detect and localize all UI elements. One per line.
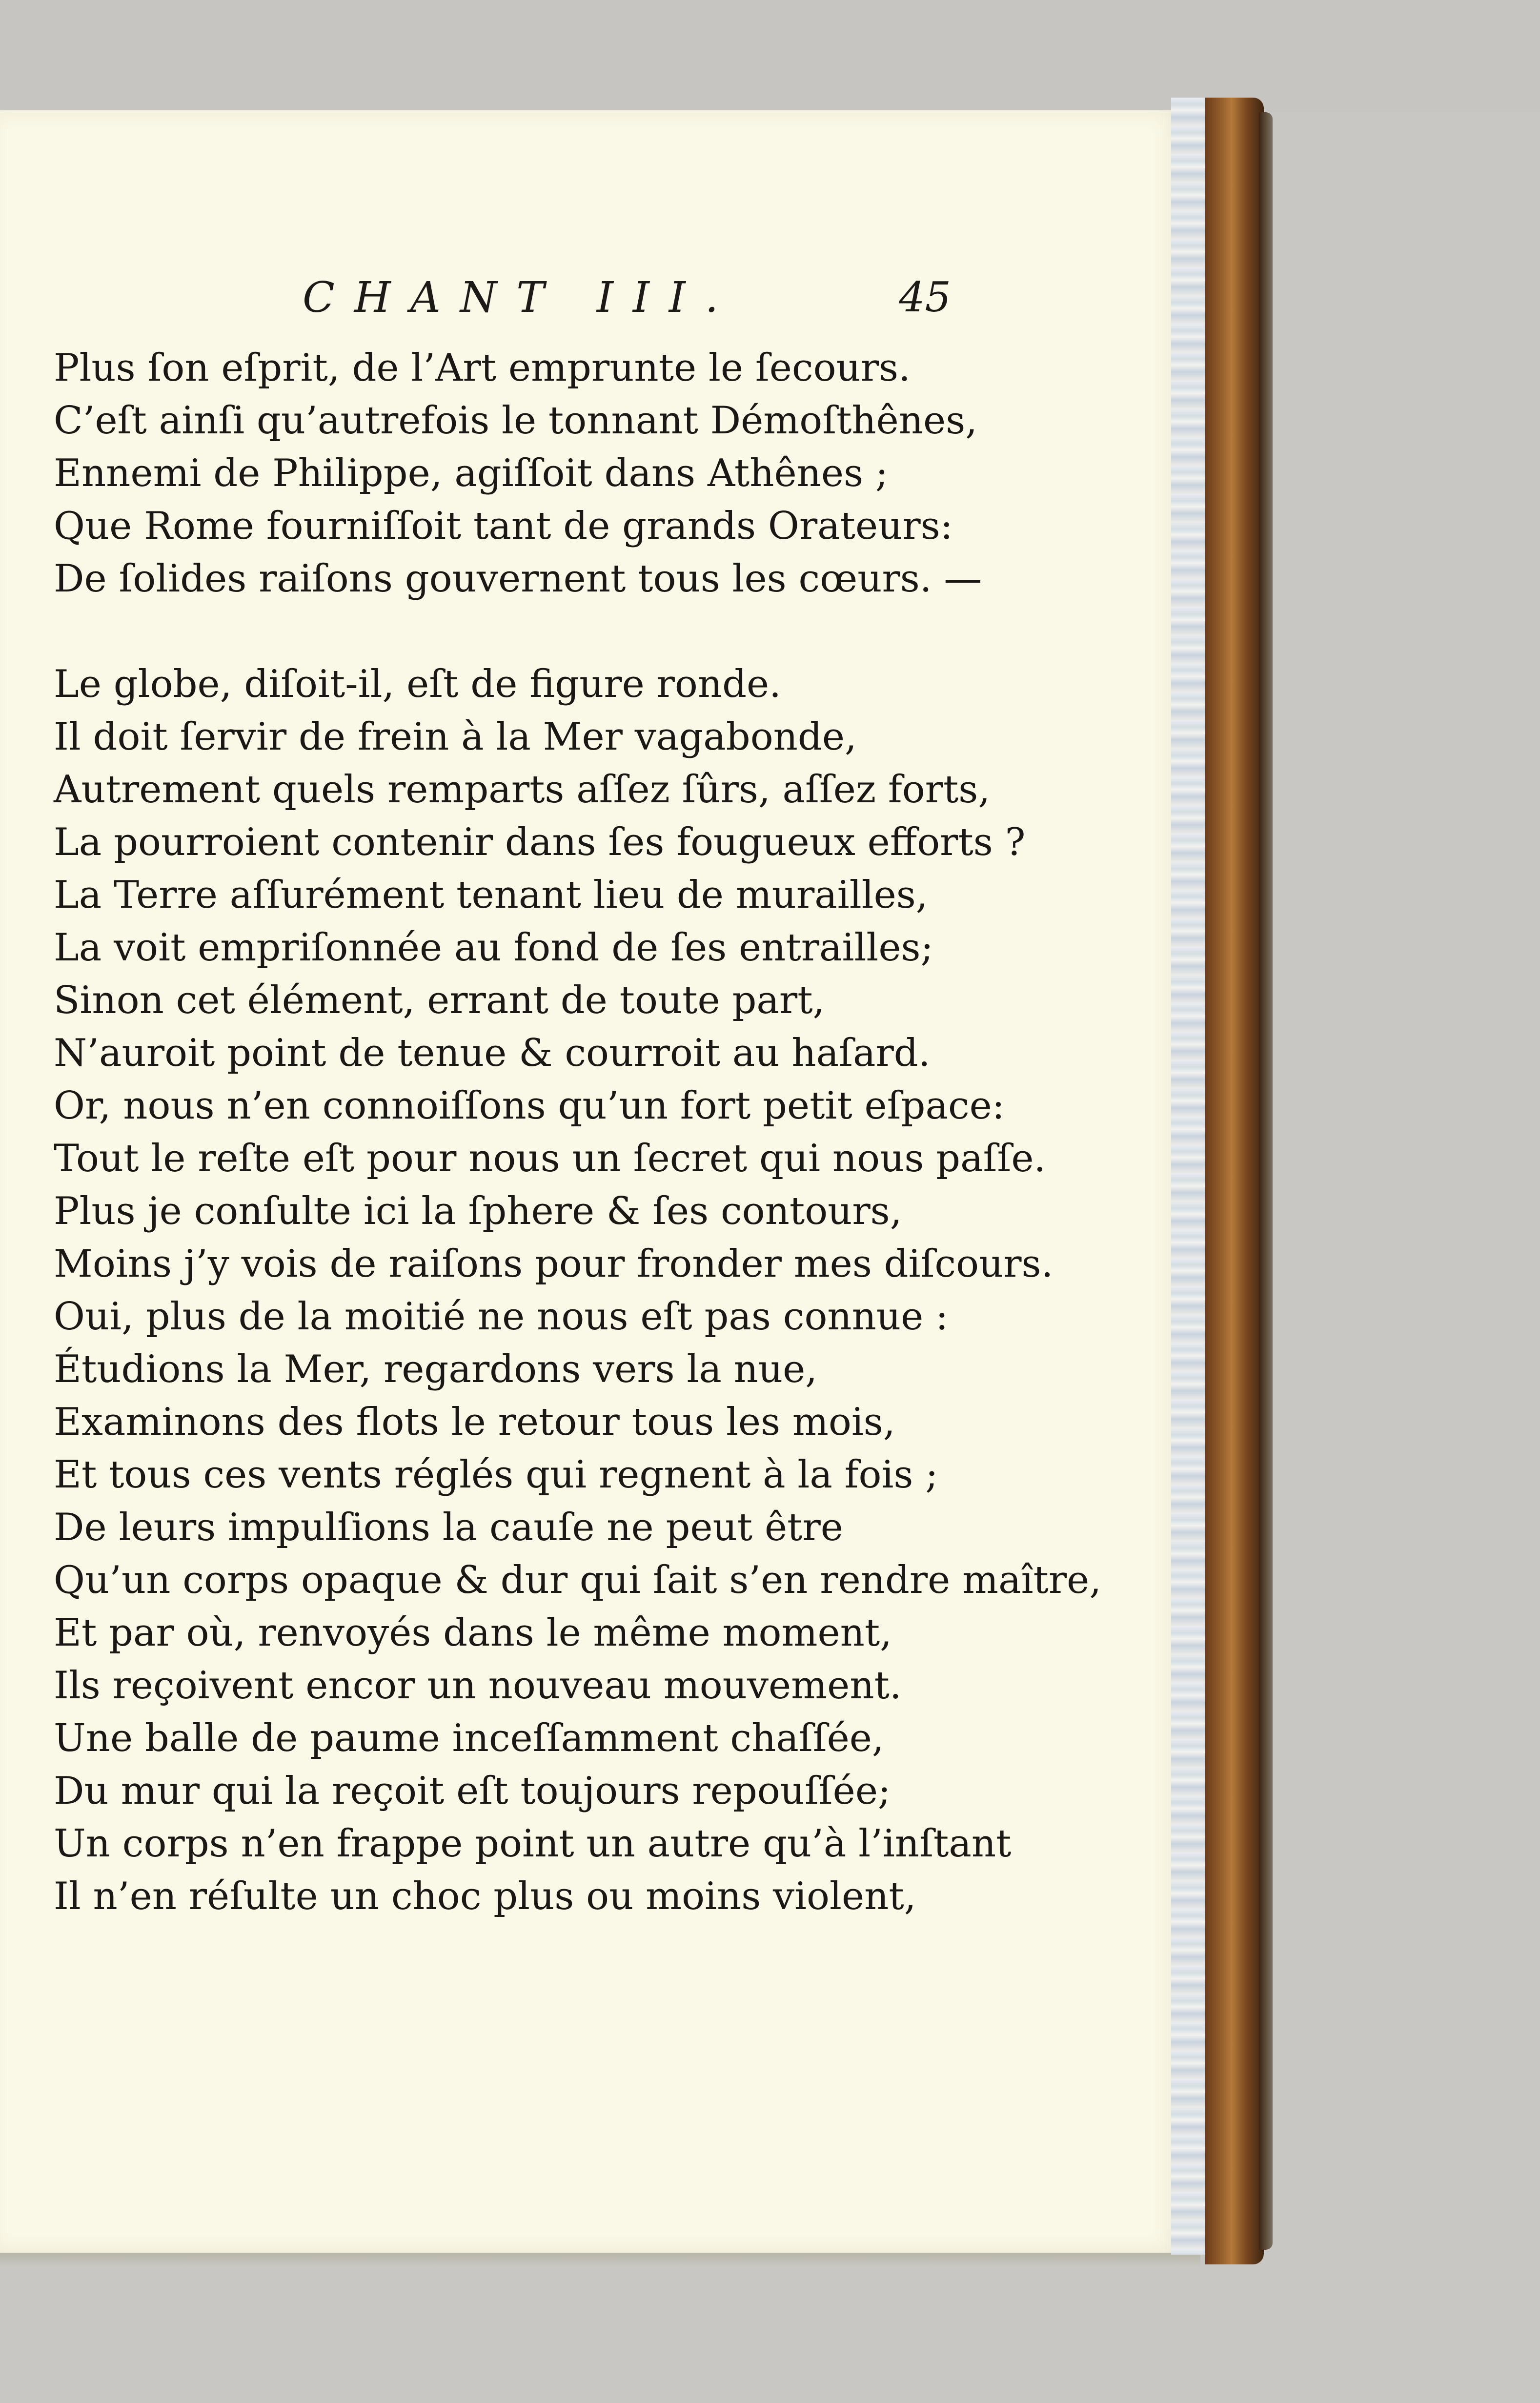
scan-backdrop [0, 0, 1540, 112]
verse-line: De ſolides raiſons gouvernent tous les cœurs. — [54, 557, 982, 601]
leather-binding [1205, 98, 1264, 2264]
verse-line: Étudions la Mer, regardons vers la nue, [54, 1347, 818, 1391]
verse-line: Ils reçoivent encor un nouveau mouvement. [54, 1664, 902, 1708]
poem-text [54, 342, 1102, 1923]
verse-line: Autrement quels remparts aſſez ſûrs, aſſez forts, [54, 768, 991, 812]
stanza-2 [54, 658, 1102, 1923]
verse-line: Que Rome fourniſſoit tant de grands Orateurs: [54, 504, 953, 548]
verse-line: De leurs impulſions la cauſe ne peut être [54, 1506, 843, 1549]
verse-line: Plus je conſulte ici la ſphere & ſes contours, [54, 1189, 902, 1233]
verse-line: Tout le reſte eſt pour nous un ſecret qui nous paſſe. [54, 1137, 1046, 1181]
page-number: 45 [899, 273, 951, 321]
verse-line: Or, nous n’en connoiſſons qu’un fort petit eſpace: [54, 1084, 1005, 1128]
verse-line: La Terre aſſurément tenant lieu de murailles, [54, 873, 928, 917]
verse-line: Qu’un corps opaque & dur qui ſait s’en rendre maître, [54, 1558, 1102, 1602]
verse-line: Examinons des flots le retour tous les mois, [54, 1400, 895, 1444]
verse-line: La voit empriſonnée au fond de ſes entrailles; [54, 926, 933, 970]
verse-line: Sinon cet élément, errant de toute part, [54, 978, 825, 1022]
verse-line: Une balle de paume inceſſamment chaſſée, [54, 1716, 884, 1760]
verse-line: Et par où, renvoyés dans le même moment, [54, 1611, 892, 1655]
verse-line: La pourroient contenir dans ſes fougueux efforts ? [54, 820, 1026, 864]
page-bottom-shadow [0, 2253, 1200, 2267]
verse-line: Un corps n’en frappe point un autre qu’à l’inſtant [54, 1822, 1012, 1866]
stanza-break [54, 605, 971, 658]
verse-line: Le globe, diſoit-il, eſt de figure ronde. [54, 662, 781, 706]
verse-line: C’eſt ainſi qu’autrefois le tonnant Démoſthênes, [54, 399, 978, 443]
verse-line: Moins j’y vois de raiſons pour fronder mes diſcours. [54, 1242, 1054, 1286]
stanza-1 [54, 342, 982, 605]
verse-line: Il n’en réſulte un choc plus ou moins violent, [54, 1874, 916, 1918]
verse-line: N’auroit point de tenue & courroit au haſard. [54, 1031, 931, 1075]
binding-edge [1259, 112, 1273, 2250]
verse-line: Du mur qui la reçoit eſt toujours repouſſée; [54, 1769, 891, 1813]
running-title: CHANT III. [303, 273, 738, 322]
verse-line: Oui, plus de la moitié ne nous eſt pas connue : [54, 1295, 949, 1339]
verse-line: Plus ſon eſprit, de l’Art emprunte le ſecours. [54, 346, 911, 390]
verse-line: Ennemi de Philippe, agiſſoit dans Athênes ; [54, 451, 889, 495]
verse-line: Et tous ces vents réglés qui regnent à la fois ; [54, 1453, 938, 1497]
verse-line: Il doit ſervir de frein à la Mer vagabonde, [54, 715, 857, 759]
